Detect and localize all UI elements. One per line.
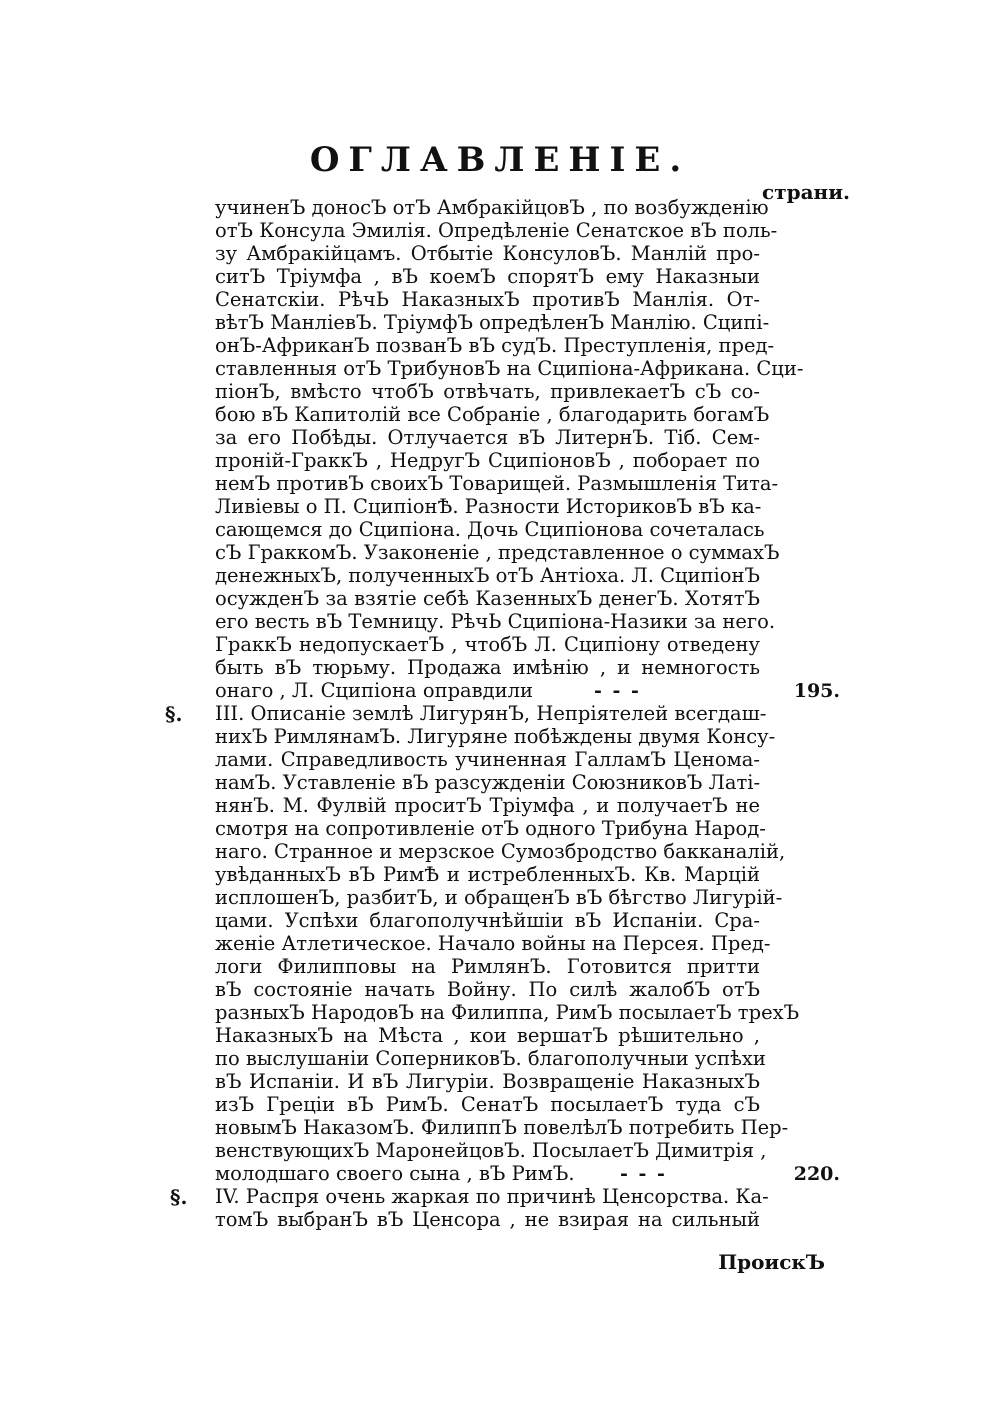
toc-line: исплошенЪ, разбитЪ, и обращенЪ вЪ бѣгство Лигурiй- <box>215 886 783 909</box>
toc-line: разныхЪ НародовЪ на Филиппа, РимЪ посылаетЪ трехЪ <box>215 1001 800 1024</box>
toc-line: за его Побѣды. Отлучается вЪ ЛитернЪ. Тiб. Сем- <box>215 426 760 449</box>
toc-line: вЪ состоянiе начать Войну. По силѣ жалобЪ отЪ <box>215 978 760 1001</box>
toc-line: бою вЪ Капитолiй все Собранiе , благодарить богамЪ <box>215 403 770 426</box>
toc-line: онаго , Л. Сципiона оправдили <box>215 679 534 702</box>
toc-line: логи Филипповы на РимлянЪ. Готовится притти <box>215 955 760 978</box>
toc-line: его весть вЪ Темницу. РѣчЬ Сципiона-Назики за него. <box>215 610 776 633</box>
toc-line: пiонЪ, вмѣсто чтобЪ отвѣчать, привлекаетЪ сЪ со- <box>215 380 760 403</box>
page-number: 220. <box>793 1163 840 1185</box>
toc-line: новымЪ НаказомЪ. ФилиппЪ повелѣлЪ потребить Пер- <box>215 1116 789 1139</box>
toc-line: вЪ Испанiи. И вЪ Лигурiи. Возвращенiе НаказныхЪ <box>215 1070 760 1093</box>
toc-line: сающемся до Сципiона. Дочь Сципiонова сочеталась <box>215 518 765 541</box>
leader-dashes: - - - <box>620 1163 667 1185</box>
page-heading: ОГЛАВЛЕНIЕ. <box>309 140 691 180</box>
toc-line: цами. Успѣхи благополучнѣйшiи вЪ Испанiи. Сра- <box>215 909 760 932</box>
toc-line: вѣтЪ МанлiевЪ. ТрiумфЪ опредѣленЪ Манлiю. Сципi- <box>215 311 770 334</box>
section-mark: §. <box>165 702 183 726</box>
toc-line: Сенатскiи. РѣчЬ НаказныхЪ противЪ Манлiя. От- <box>215 288 760 311</box>
toc-line: женiе Атлетическое. Начало войны на Персея. Пред- <box>215 932 771 955</box>
toc-line: III. Описанiе землѣ ЛигурянЪ, Непрiятелей всегдаш- <box>215 702 767 725</box>
page-number: 195. <box>793 680 840 702</box>
leader-dashes: - - - <box>594 680 641 702</box>
toc-line: венствующихЪ МаронейцовЪ. ПосылаетЪ Димитрiя , <box>215 1139 767 1162</box>
toc-line: сЪ ГраккомЪ. Узаконенiе , представленное о суммахЪ <box>215 541 780 564</box>
toc-line: IV. Распря очень жаркая по причинѣ Ценсорства. Ка- <box>215 1185 769 1208</box>
toc-line: немЪ противЪ своихЪ Товарищей. Размышленiя Тита- <box>215 472 779 495</box>
toc-line: увѣданныхЪ вЪ РимѢ и истребленныхЪ. Кв. Марцiй <box>215 863 760 886</box>
toc-line: пронiй-ГраккЪ , НедругЪ СципiоновЪ , поборает по <box>215 449 760 472</box>
toc-line: осужденЪ за взятiе себѣ КазенныхЪ денегЪ. ХотятЪ <box>215 587 760 610</box>
toc-line: Ливiевы о П. СципiонѢ. Разности ИсториковЪ вЪ ка- <box>215 495 762 518</box>
toc-line: томЪ выбранЪ вЪ Ценсора , не взирая на сильный <box>215 1208 760 1231</box>
toc-line: ставленныя отЪ ТрибуновЪ на Сципiона-Африкана. Сци- <box>215 357 804 380</box>
toc-line: отЪ Консула Эмилiя. Опредѣленiе Сенатское вЪ поль- <box>215 219 778 242</box>
toc-line: лами. Справедливость учиненная ГалламЪ Ценома- <box>215 748 760 771</box>
toc-line: НаказныхЪ на Мѣста , кои вершатЪ рѣшительно , <box>215 1024 760 1047</box>
toc-line: наго. Странное и мерзское Сумозбродство бакканалiй, <box>215 840 786 863</box>
toc-line: молодшаго своего сына , вЪ РимЪ. <box>215 1162 575 1185</box>
toc-line: смотря на сопротивленiе отЪ одного Трибуна Народ- <box>215 817 766 840</box>
toc-line: изЪ Грецiи вЪ РимЪ. СенатЪ посылаетЪ туда сЪ <box>215 1093 760 1116</box>
page-column-label: страни. <box>762 180 850 204</box>
toc-line: ситЪ Трiумфа , вЪ коемЪ спорятЪ ему Наказныи <box>215 265 760 288</box>
toc-line: ГраккЪ недопускаетЪ , чтобЪ Л. Сципiону отведену <box>215 633 760 656</box>
toc-line: быть вЪ тюрьму. Продажа имѣнiю , и немногость <box>215 656 760 679</box>
toc-line: по выслушанiи СоперниковЪ. благополучныи успѣхи <box>215 1047 766 1070</box>
toc-line: онЪ-АфриканЪ позванЪ вЪ судЪ. Преступленiя, пред- <box>215 334 775 357</box>
toc-line: денежныхЪ, полученныхЪ отЪ Антiоха. Л. СципiонЪ <box>215 564 761 587</box>
section-mark: §. <box>170 1185 188 1209</box>
toc-line: зу Амбракiйцамъ. Отбытiе КонсуловЪ. Манлiй про- <box>215 242 760 265</box>
toc-line: нянЪ. М. Фулвiй проситЪ Трiумфа , и получаетЪ не <box>215 794 760 817</box>
toc-line: учиненЪ доносЪ отЪ АмбракiйцовЪ , по возбужденiю <box>215 196 769 219</box>
toc-line: намЪ. Уставленiе вЪ разсужденiи СоюзниковЪ Латi- <box>215 771 761 794</box>
toc-line: нихЪ РимлянамЪ. Лигуряне побѣждены двумя Консу- <box>215 725 776 748</box>
catchword: ПроискЪ <box>718 1250 825 1274</box>
